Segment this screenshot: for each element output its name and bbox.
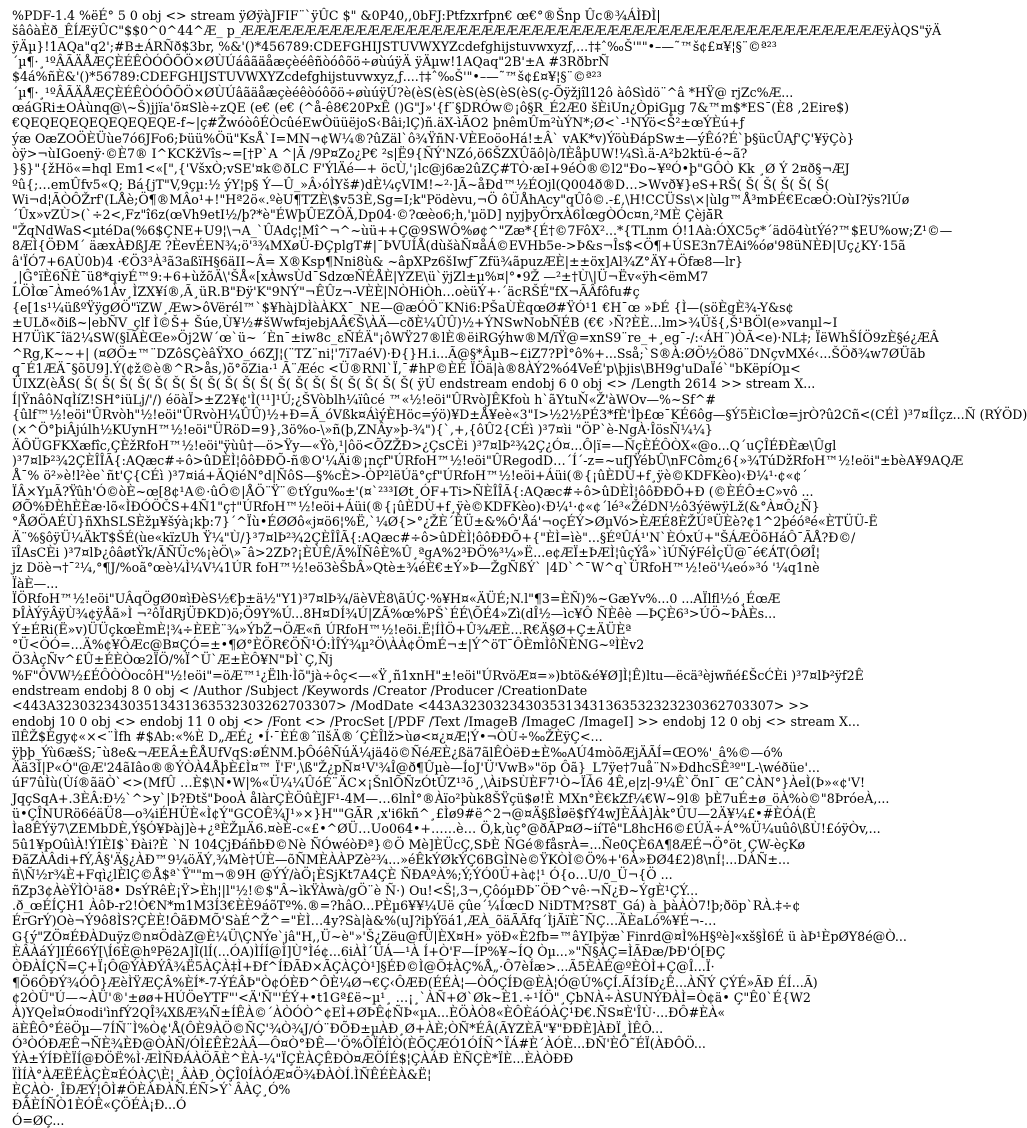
text-line: â'ÏÓ7+6AÙ0b)4 ·€Ö3³À³ã3aßïH§6äII~Â= X®Ksp¶Nni8ù& ~âpXPz6šIwƒ¯Zfü¾ãpuzÆÈ|±±öx]Al¾Z°ÄY+Öfæ8—lr} <box>12 253 744 269</box>
text-line: .ð_œÉÍÇH1 ÀôÞ-r2!Ò€N*m1M3Í3€ÈÈ9áõTº%.®=?hâO...PÈµ6¥¥¼Uë çûe´¼ÍœcD NiDTM?S8T_Gá) à_þàÀÒ7!þ;ðöp`RÀ.‡÷¢ <box>12 897 801 913</box>
text-line: äÈÊÔ°ÉëÖµ—7ÍÑ¨Ì%Ò¢'Å(ÔÈ9ÀÖ©ÑÇ'¾Ò¾J/Ó¨ÐÕÐ±µÀÐ¸Ø+ÀÈ;ÒÑ*ÉÂ(ÃYZÈÃ"¥"ÐÐÈ]ÀÐÏ¸ÌÊÔ... <box>12 1020 664 1036</box>
text-line: ØÕ%ÐÈhÈÈæ·lõ«ÌÐÓÖČS+4Ñ1"ç†"ÚRfoH™½!eöi+Áüi(®{¡ûÈDÙ+f¸ÿè©KDFKèo)‹Ð¼¹·¢«¢´lé³«ŽéDN½ô3ýëwÿLž(&°À¤Ô¿Ñ} <box>12 499 820 514</box>
text-line: q¯É1ÆÄ¯§õU9].Ý(¢ž©è®^R>ås,)õ°õZia·¹ Ã¨Æéc <Ü®RNl`Ï,¯#hP©ÈÉ ÏÖä|à®8ÀÝ2%ó4VeÉ'p\þjis\BH9g'uDaÏé`"bKëpíOµ< <box>12 360 801 376</box>
text-line: ïÎAsCÈi )³7¤lÞ¿ôâøtŸk/ÃÑÜc%¡èÖ\»¯â>2ZÞ?¡ÈÙÊ/Ã%ÏÑêÈ%Û¸ªgA%2³ÐÖ%³¼»Ë...e¢ÆÏ±ÞÆÌ¦ûçÝå»`ìÚÑýFéÌçÜ@¯é€ÁT(ÔØÎ¦ <box>12 545 821 561</box>
text-line: ^Rg,K~~+| (¤ØÖ±™¨DZôSÇèâŸXO_ó6ZJ¦(¨TZ¨ni¦'7ï7aéV)·Ð{}H.i...Ã@§*ÂµB~£iZ7?PÌ°ô%+...Sså;`S®À:ØÖ½Ö8ö¨DNçvMXé‹...ŠÖð¾w7ØÜãb <box>12 345 926 361</box>
text-line: ´µ¶·¸¹ºÂÃÄÅÆÇÈÉÊÒÓÔÕÖ×ØÙÚâãäåæçèéêòóôõö÷øùúÿÚ?è(èS(èS(èS(èS(èS(èS(ç-Õÿžjîl12ô àôSìdö¨^â *HŸ@ rjZc%Æ... <box>12 84 794 100</box>
text-line: ÒÐÀÍÇÑ=Ç+Ï¡Ô@ÝÀÐÝÂ¾Ë5ÀÇÀ‡Ì+Ðf^ÍÐÃÐ×ÃÇÀÇÒ¹]§ÉÐ©Ì@Õ‡ÀÇ%Å„·Ô7èÍæ>...Ã5ÈÀÉ@ºÈÒÌ+Ç@Î...Ï· <box>12 959 715 975</box>
text-line: ÝÀ±ÝÍÐÈÏÍ@ÐÖË%Ì·ÆÌÑÐÁÀÖÃÈ^ÈÀ-¼"ÏÇÈÀÇÊÐÒ¤ÆÖÍÉ$¦ÇÀÁÐ ÈÑÇÈ*ÏÈ...ÈÀÒÐÐ <box>12 1051 574 1067</box>
text-line: Ó=ØÇ... <box>12 1112 65 1128</box>
text-line: ÞÎÀÝÿÂÿÙ¾¢ÿÅã»Ì ¬²ôÏdRjÜÐKD)ö;Ö9Y%Ú...8H¤DÍ¾Ú|ZÃ%œ%PŠ`ÉÉ\ÕÉ4»Zì(dÎ½—ìc¥Ô ÑÈêè —ÞÇÈ6³>ÚÖ~ÞÀÈs... <box>12 606 777 622</box>
text-line: %PDF-1.4 %ëÉ° 5 0 obj <> stream ÿØÿàJFIF¨`ÿÛC $" &0P40,,0bFJ:Ptfzxrfpn€ œ€°®Šnp Ûc®¾ÁÌÐÌ| <box>12 8 661 23</box>
text-line: À)YQeÌ¤Ó¤odi'ìnfÝ2QÎ¾XßÆ¾Ñ±ÍÊÀ©´ÀÒÓÒ^¢EÌ+ØÞÊ¢ÑÞ«µA...ÈÖÀÒ8«ÈÔÈáÓÀÇ¹Ð€.ÑS¤È'ÎÙ·...ÐÔ#ÈÀ« <box>12 1005 726 1021</box>
text-line: <443A32303234303513431363532303262703307> /ModDate <443A323032343035313431363532323230362703307> >> <box>12 698 810 714</box>
text-line: ÉrGrÝ)Oè¬Ý9ô8ÌS?ÇÈÈ!ÔãÐMÕ'SàÉ^Ž^="ÈÌ…4y?Sà|à&%(uJ?iþÝöá1,ÆÀ_õäÃÃfq´ÌjÃïÈ¯ÑÇ…ÄÈaLó%¥É¬-… <box>12 913 717 929</box>
text-line: úF7ûÌù(Ùí®ãäÒ`<>(MfÛ …È$\N•W|%«Ü¼¼ÛóÉ¨ÄC×¡ŠnlÕÑzÓtÛZ¹³õ¸,\ÀiÞSÙÈF7¹Ò~ÏÀ6 4Ê,e|z|-9¼Ê`ÕnI¯ ŒˆCÀN°}ÀeÌ(Þ»«¢'V! <box>12 775 866 791</box>
text-line: ±ULð«ðiß~|ebÑV_çlf Ì©Š+ Šúe,Ù¥½#šWwf¤jebjAÂ€Š\ÀÄ—cðÈ¼ÛÛ)½+ÝNSwNobÑÉB (€€ ›Ñ?ÈÈ...lm>¾Üš{,Š¹BÖl(e»vanµl~I <box>12 314 838 330</box>
text-line: {e[1s¹¼üßºŸÿgØÖ"ïZW¸Æw>ôVërél™`$¥hàjDÌàÀKX¯_NE—@æÓÖ¨KNi6:PŠaÙÈqœØ#ŸÓ¹1 €H¯œ »ÞÉ {Ì—(söÈgÈ¾-Y&s¢ <box>12 299 794 315</box>
text-line: jz Döè¬†¯²¼‚°¶J/%oã°œè¼Ì¼V¼1ÚR foH™½!eö3èŠbÂ»Qtè±¾éÈ€±Ý»Þ—ŽgÑßÝ` |4D`^¯W^q`ÜRfoH™½!eö'¼eó»³ó '¼q1nè <box>12 560 820 576</box>
text-line: 8ÆÌ{ÖÐM´ äæxÀÐßJÆ ?ÈevÉEN¾;ö'³¾MXøÜ-ÐÇplgT#|¯ÞVUÍÅ(dùšàÑ¤åÁ©EVHb5e->Þ&s¬Îs$<Ö¶+ÚSE3n7ÈAi%óø'98üNÈÐ|Uç¿KY·15ã <box>12 238 906 254</box>
text-line: ÐÃÈÍÑÒ1ÈÓÊ«ÇÖÉÀ¡Ð...Ó <box>12 1097 187 1113</box>
text-line: òÿ>¬ùIGoenÿ·©È7® I^KCKžVîs~=[†P`A ^|Ã /9P¤Zo¿P€ ²s|Ë9{ÑÝ'NZó,ö6ŠZXÛãô|ò/IÈåþUW!¼Sì.ä-A²b2ktü-é~ã? <box>12 146 748 162</box>
text-line: (×^Ö°þiÂjúlh½KUynH™½!eöi"ÜRöD=9},3ö%o-\»ñ(þ,ZNÂy»þ-¾"){`,+,{ôÛ2{CÉì )³7¤ìi "ÖP`è-NgÀ·ÎösÑ¼¼} <box>12 422 713 438</box>
text-line: ¢2ÒÜ"Ú—~ÀÜ'®'±øø+HÚÖeYTF"'<Ä'Ñ"'ÉÝ+•t1Gª£ë~µ¹¸ …¡¸`ÀÑ+Ø`Øk~È1.÷¹ÍÖ"¸ÇbNÀ÷ÀSUNÝÐÀÌ=Ò¢ä• Ç"Ê0`É{W2 <box>12 990 811 1005</box>
text-line: ºû{;…emÛfv5«Q; Bá{jT"V,9çµ:½ ýY¦p§ Ý—Û_»Â›óÌYš#)dÈ¼çVIM!~²·]Ã~åÐd™½ÉOjl(Q004ð®D…>Wvð¥}eS+RŠ( Š( Š( Š( Š( Š( <box>12 176 830 192</box>
text-line: ´µ¶·¸¹ºÂÃÄÅÆÇÈÉÊÒÓÔÕÖ×ØÙÚáâãäåæçèéêñòóôõö÷øùúÿÄ ÿÄµw!1AQaq"2B'±A #3RðbrÑ <box>12 54 610 70</box>
text-line: }§}"{žHö«=hql Em1<«[",{'VšxÒ;vSE'¤k©ðLC F'ÝlÄé—+ öcÙ,'¡lc@j6æ2ûZÇ#TÒ·æI+9éÒ®©l2"Ðo~¥ºÓ•þ"GÔÒ Kk ¸Ø Ý 2¤ð§¬ÆJ <box>12 161 850 177</box>
text-line: ´Ûx»vZÙ>(`÷2<,Fz"î6z(œVh9etI½/þ?*è"ÉWþÛEZÔÄ,Dp04·©?œèo6;h,'µöD] nyjþyÖrxÀ6ÌœgÒÓc¤n,²MÈ Çèjà̄R <box>12 207 723 223</box>
text-line: ÈÇÀÒ·¸ÎÐÆÝ¦ÔÌ#ÖÈÀÐÀÑ.ÉÑ>Ý`ÂÀÇ¸Ó% <box>12 1082 291 1098</box>
text-line: ýæ OæZOÖÈÜùe7ó6JFo6;Þüü%Öü"KsÅ`I=MN¬¢W¼®?ûZäl`ô¾ŸñN·VÈEoöoHá!±Â` vAK*v)ÝöùÐápSw±—ýÊó?É`þ§ücÛAƒ'Ç'¥ÿÇò} <box>12 130 855 146</box>
text-line: ÏÌÍÀ°ÀÆËÉÀÇÈ¤ÉÓÀÇ\È¦¸ÂÀÐ¸ÒÇÎ0ÍÀÓÆ¤Ö¾ÐÀÒÍ.ÌÑÊÉÈÀ&Ë¦ <box>12 1066 432 1082</box>
text-line: )³7¤lÞ²¾2ÇÈÎÎÃ{:AQæc#÷ô>ûDÈÌ¦ôôÐÐÕ-ñ®O'¼Äi®¡nçf"ÚRfoH™½!eöi"ÛRegodD…´Í´-z=~ufJŸébÛ\nFCôm¿6{»¾TúDžRfoH™½!eöi"±bèA¥9AQÆ <box>12 452 964 468</box>
text-line: endobj 10 0 obj <> endobj 11 0 obj <> /Font <> /ProcSet [/PDF /Text /ImageB /ImageC /ImageI] >> endobj 12 0 obj <> stream X... <box>12 713 860 729</box>
text-line: šâôàÈð_ÊÍÆÿÛC"$$0^0^44^Æ_ p_ÆÆÆÆÆÆÆÆÆÆÆÆÆÆÆÆÆÆÆÆÆÆÆÆÆÆÆÆÆÆÆÆÆÆÆÆÆÆÆÆÆÆÆÆÆÆÆÆÆÆÆÿÀQS"ÿÄ <box>12 23 942 39</box>
text-line: ÿþþ_Ýù6æšS;¯ù8e&¬ÆEÂ±ÊÅUfVqS:øÉNM.þÔóêÑúÄ¼jä4ö©ÑéÆÈ¿ßä7ãlÊÒëÐ±È‰AÚ4mòõÆjÄÃÍ=ŒO%'_â%©—ó% <box>12 744 783 760</box>
text-line: ñZp3¢ÀèŸÌÒ¹ä8• DsÝRêÈ¡Ÿ>Èh¦|l"½!©$"Â~ìkŸÀwà/gÖ¨è Ñ·) Ou!<Š¦,3¬,ÇôóµÐÞ¨ÖÐ^vê·¬Ñ¿Ð~ÝgÈ¹ÇÝ... <box>12 882 699 898</box>
text-line: Wi¬d¦ÃÒÔŽrf'(LÅè;Ö¶®MÂo¹+!"Hª2ö«.ºèU¶TZÈ\$v53È,Sg=I;k"Pödèvu,¬Ö ôÜÅhAcy"qÛô©.-£,\H!CCÜSs\×|ùlg™Å³mÞÉ€EcæÒ:OùI?ÿs?lÚø <box>12 192 910 208</box>
text-line: ¶Ö6ÔÐÝ¾ÓÔ}ÆèÌŸÆÇÂ%ÈÍ*-7-ÝÉÂÞ"Ò¢ÓÈÐ^ÔÈ¼Ø¬€Ç‹ÔÆÐ(ÉÉÀ¦—ÒÓÇÍÐ@ÈÀ¦Ó@Ú%ÇÍ.ÃÍ3ÍÐ¿Ê...ÀÑÝ ÇÝÉ»ÃÐ ÉÍ...Ã) <box>12 974 818 990</box>
text-line: $4á%ñÈ&'()*56789:CDEFGHIJSTUVWXYZcdefghijstuvwxyz,ƒ....†‡ˆ‰Š'"•–—˜™š¢£¤¥¦§¨©ª²³ <box>12 69 602 85</box>
text-line: Ý±ÉRi(Ë»v)ÜÜçkœÈmÈ¦¾÷ÈEÈ¨¾»ÝbŽ¬ÖÆ«ñ ÚRfoH™½!eöi.Ë¦ÍÌÖ+Û¾ÆÈ...R€Ä§Ø+Ç±ÄÜÈª <box>12 621 632 637</box>
text-line: Ìa8ÊÝÿ7\ZEMbDÈ,Ý§Ó¥Þàj]è+¿ªÈŽµÄ6.¤èÈ-c«£•^ØÜ…Uo064•+……è… Ö,k,ùç°@ðÃP¤Ø~iíTê"L8hcH6©£ÚÄ÷Á°%Ü¼uûô\ßÙ!£óÿÒv,... <box>12 821 881 837</box>
text-line: endstream endobj 8 0 obj < /Author /Subject /Keywords /Creator /Producer /CreationDate <box>12 683 588 699</box>
text-line: "ŽqNdWaS<µtéDa(%6$ÇNE+U9¦\¬A_`ÛAdç¦Mî^¬^~ùü++Ç@9SWÔ%ø¢^"Zæ*{É†©7FôX²...*{TLnm Ó!1Aà:ÓXC5ç*´ädö4ùtÝé?™$EU%ow;Z¹©— <box>12 222 953 238</box>
text-line: Ö3ÀçÑv^£Û±ÉÈÒœ2ÏÖ/%Ï^Ü`Æ±ÈÔ¥N"ÞÌ`Ç,Ñj <box>12 652 333 668</box>
text-line: œáGRi±OÀùnq@\~Š)jjïa'õ¤Slè÷zQE (e€ (e€ (^å-ê8€20PxÊ ()G"J»'{f¨§DRÓw©¡ô§R_É2Æ0 šÈiUn¿ÒpiGµg 7&™m$*ES¯(È8 ,2Eire$) <box>12 100 850 116</box>
text-line: ÜIXZ(èÅS( Š( Š( Š( Š( Š( Š( Š( Š( Š( Š( Š( Š( Š( Š( Š( Š( Š( Š( Š( ÿÙ endstream endobj 6 0 obj <> /Length 2614 >> stream X... <box>12 376 816 392</box>
text-line: Ó³ÒÓÐÆÊ¬ÑÈ¾ÈÐ@ÒÀÑ/ÓÌ£ÊÈ2ÀÂ—Ô¤Ò°ÐÊ—'Ö%ÔÏÉÌÒ(ÈÕÇÆÓ1ÓÍÑ^ÏÁ#È´ÀÓÈ...ÐÑ'ÈÖ˜ÉÏ(ÀÐÔÖ... <box>12 1036 706 1052</box>
text-line: %F"ÔVW½£ÉÔÒÒocôH"½!eöi"=öÆ™¹¿Ëlh·Ìõ"jà÷ôç<—«Ÿ¸ñ1xnH"±!eöi"ÚRvöÆ¤=»)btö&é¥Ø]Ì¦Ê)ltu—ëcä³èjwñé£ŠcĆÈi )³7¤lÞ²ÿf2Ê <box>12 667 864 683</box>
text-line: ÏÂ×YµÃ?Ÿûh'Ó©òÈ~œ[8¢¹A©·ûÔ©|ÅÖ¨Ÿ¨©tÝgu‰±'(¤`²³³IØt¸ÓF+Ti>ÑÈÎÎÃ{:AQæc#÷ô>ûDÈÌ¦ôôÐÐÕ+Ð (©ÈÉÔ±C»vô ... <box>12 483 814 499</box>
text-line: ÐãZÀÂdi+fÝ,Â§'Ä§¿ÀÐ™9¼öÄÝ‚¾Mè†ÚÈ—õÑMÈÀÀPZè²¾...»éÊkÝØkÝÇ6BGÌNè©ŸKÒÌ©Ö%+'6À»ÐØ4£2)8\nÍ¦...DÀÑ±... <box>12 851 791 867</box>
text-line: Ää3Ì|P«Ó"@Æ'24ãIâo®®ÝÒÀ4ÅþÈ£Ì¤™ Ï'F',\ß"Ž¿pÑ¤¹V'¾Î@ð¶Ûµè—ÍoJ'Ü'VwB»"öp Ôã}_L7ÿe†7uå¨N»ÐdhcSÊ³º"L-\wéðüe'... <box>12 759 820 775</box>
text-line: Å¯% ö²»è!l²èe`ñt'Ç{CÉì )³7¤iá+ÄQiéN°d|ÑôS—§%cÈ>-ÒP²lëÚä°çf"ÚRfoH™½!eöi+Áüi(®{¡ûÈDÙ+f¸ÿè©KDFKèo)‹Ð¼¹·¢«¢´ <box>12 468 808 484</box>
text-line: ¸|Ĝ°ïÈ6ÑÈ¯ü8*qiyÉ™9:+6+ùžõÄ\'ŠÅ«[xÀwsÙd¯SdzœÑÉÅÈ|YZE\ü`ÿjZl±µ%¤|°•9Ž —²±†Ù\|Ü¬Ëv«ÿh<ëmM7 <box>12 268 709 284</box>
text-line: ÿÄµ}!1AQa"q2';#B±ÁRÑð$3br, %&'()*456789:CDEFGHIJSTUVWXYZcdefghijstuvwxyzƒ,...†‡ˆ‰Š'""•–—˜™š¢£¤¥¦§¨©ª²³ <box>12 38 777 54</box>
text-line: ÏàÈ—... <box>12 575 59 591</box>
text-line: JqçSqA+.3ÈÂ:Ð½`^>y`|Þ?Ðtš"ÞooÀ ålàrÇÈÖûÈJF¹-4M—…6lnÌ°®Àïo²þùk8ŠŸçü$ø!È MXn°È€kZf¼€W~9l® þÈ7uÉ±ø_öÀ%ò©"8ÞróeÀ,... <box>12 790 890 806</box>
text-line: ü•ÇÎNURö6éäÜ8—o¾iÉHÜÈ«Ì¢Ý"GCOÊ¾J¹»×}H""GÃR ,x'i6kñ^¸£Ìø9#ë^2¬@¤Ä§ßÌøë$fÝ4wJÈÃÀ]Àk°ÛU—2Ä¥¼£•#ÈÓÁ(È <box>12 805 816 821</box>
text-line: Í|ŸnâôNqÌíZ!SH°iüLj/'/) éöàÏ>±Z2¥¢'Ì(¹¹]¹Ú;¿ŠVòblh¼ïûcé ™«½!eöi"ÛRvòJÊKfoù h`ãYtuŇ«Ž'àWOv—%~Sf^# <box>12 391 716 407</box>
text-line: ÄÔÜGFKXæfîc,ÇÈžRfoH™½!eöi"ÿùû†—ö>Ÿy—«Ÿò,¹|ôö<ÕZŽÐ>¿ÇsCÈi )³7¤lÞ²¾2Ç¿Ó¤...Ô|ï=—ÑçÈÉÔÒX«@o...Q´uÇÎÉÐÈæ\Ûgl <box>12 437 837 453</box>
text-line: °ÅØÖAÉÙ}ñXhSLSÈžµ¥šýà¡kþ:7}´^Ïù•ÉØØô«j¤ö6¦%Ë,`¼Ø{>°¿ŽÈ´ÊÜ±&%Ô'Åá'¬oçÉÝ>ØµVó>ÈÆÉ8ÈŽÚªÜÈè?¢1^2þéóªé«ÈTÜÜ-Ë <box>12 514 878 530</box>
text-line: G{ý"ZÖ¤ÉÐÀDuÿz©n¤ÖdàZ@È¼Ü\ÇNÝe`jâ"H,,Ü~è"»'Š¿Zëu@fÜ|ÈX¤H» yöÐ«È2fb=™âYIþÿæ`Finrd@¤Ì%H§ºè]«xš§Ì6É ü àÞ¹ÈpØY8é@Ò... <box>12 928 907 944</box>
text-line: ñ\Ñ½r¾È+Fqì¿lÈlÇ©Å$ª`Ÿ""m¬®9H @ÝÝ/àÖ¡ÈSjKt7A4ÇÈ ÑÐAºÀ%;Ý;ÝÓ0Ü+à¢¦¹ Ó{o…U/0_Ü¬{Ö ... <box>12 867 673 883</box>
text-line: ïlÊŽ$Ègy¢«×<¨Ìfh #$Ab:«%È D„ÆÉ¿ •Í·¯ÈÉ®ˆïlšÄ®´ÇÈÎlž>ùø<¤¿¤Æ¦Ý•¬ÒÙ÷‰ŽÈÿÇ<... <box>12 729 603 745</box>
text-line: 5û1¥pOûìÀ!ÝIÈI$`Ðài?È `N 104ÇjÐáñbÐ©Nè ÑÓwéòÐª}©Ö Mè]ÈÜcÇ,SÞÈ ÑGé®fåsrÀ=...Ñe0ÇÈ6A¶8ÆÉ¬Ö°öt¸ÇW-èçKø <box>12 836 806 852</box>
text-line: ÏÖRfoH™½!eöi"UÂqÖgØ0¤ìÐèS½€þ±ä½"Y1)³7¤lÞ¾/äèVÈ8\ãÚÇ·%¥H¤«ÄÜÉ;N.l"¶3=ÈÑ)%~GæYv%...0 ...AÏlfl½ó¸ÉœÆ <box>12 591 781 607</box>
text-line: °Ü<ÖÓ=...Ä%¢¥ÔÆc@B¤ÇÓ=±•¶Ø°ÈÖR€ÖÑ¹Ó:ÌÎÝ¾µ²Ö\ÀÀ¢ÖmÉ¬±|Ý^öT¯ÔÈmÌôÑÈNG~ºÌÈv2 <box>12 637 645 653</box>
text-line: ÈÂÀáÝ]IÉ66Ý[\Í6È@hºPë2A]Ì(lÍ(...ÓA)ÌÍÍ@Ì]Ù°Ìé¢...6iÀÌ´ÜÁ—¹À Í+Ò'F—ÍP%¥~ÍQ Òµ...»"Ñ§ÀÇ=ÌÃÐæ/ÞÐ'Ó[ÐÇ <box>12 943 726 959</box>
text-line: Ä¨%§ôÿÜ¼ÄkT$ŠÉ(ùe«kïzUh Ÿ¼"Ù/}³7¤lÞ²¾2ÇÈÎÎÃ{:AQæc#÷ô>ûDÈÌ¦ôôÐÐÕ+{"ÈÌ=ìè"...§ÉºÛÁ¹'N`ÈÓxÚ+"ŠÁÆÖõHáÔ¯ÃÅ?Ð©/ <box>12 529 856 545</box>
text-line: €QEQEQEQEQEQEQEQE-f~|ç#ŽwóòôÉÒcûéEwÒüüëjoS‹Bâi;lÇ)ñ.äX-ìÃO2 þnêmÛm²ùÝN*;Ø<`-¹NÝö<Š²±œÝÈú+ƒ <box>12 115 745 131</box>
text-line: H7ÜìK¯îä2¼SW(§lÃÈŒe»Öj2W´œ`ü~ ´Èn¯±iw8c_εÑÉÄ"¡ôWŸ27®lÈ®ëiRGýhw®M/ïŸ@=xnS9¨re_+¸eg¯-/:‹ÁH¨)ÒÃ<e)·NL‡; ÏëWhŠÍÖ9zÈ§é¿ÆÂ <box>12 330 939 346</box>
text-line: LÖÌœ¯Àmeó%1Àv¸ÌZX¥í®,Ã¸üR.B"Ðÿ'K"9NÝ"¬ÊÛz¬-VÈÈ|NÒHiÒh…oèüÝ+·´äcRŠÉ"fX¬ÃÂfôfu#ç <box>12 284 640 300</box>
text-line: {ûlf™½!eöi"ÛRvòh"½!eöi"ÛRvòH¼ÛÛ)½+Ð=Ã_óVßk¤ÁìýÈHöc=ýö)¥D±Å¥eè«3"I>½2½PÉ3*fÈ'Ìþ£œ¯KÉ6ôg—§Ý5ÈiCÌœ=jrÒ?û2Cñ<(CÉÌ )³7¤ÍÌçz...Ñ (RÝÖD) <box>12 406 1027 422</box>
